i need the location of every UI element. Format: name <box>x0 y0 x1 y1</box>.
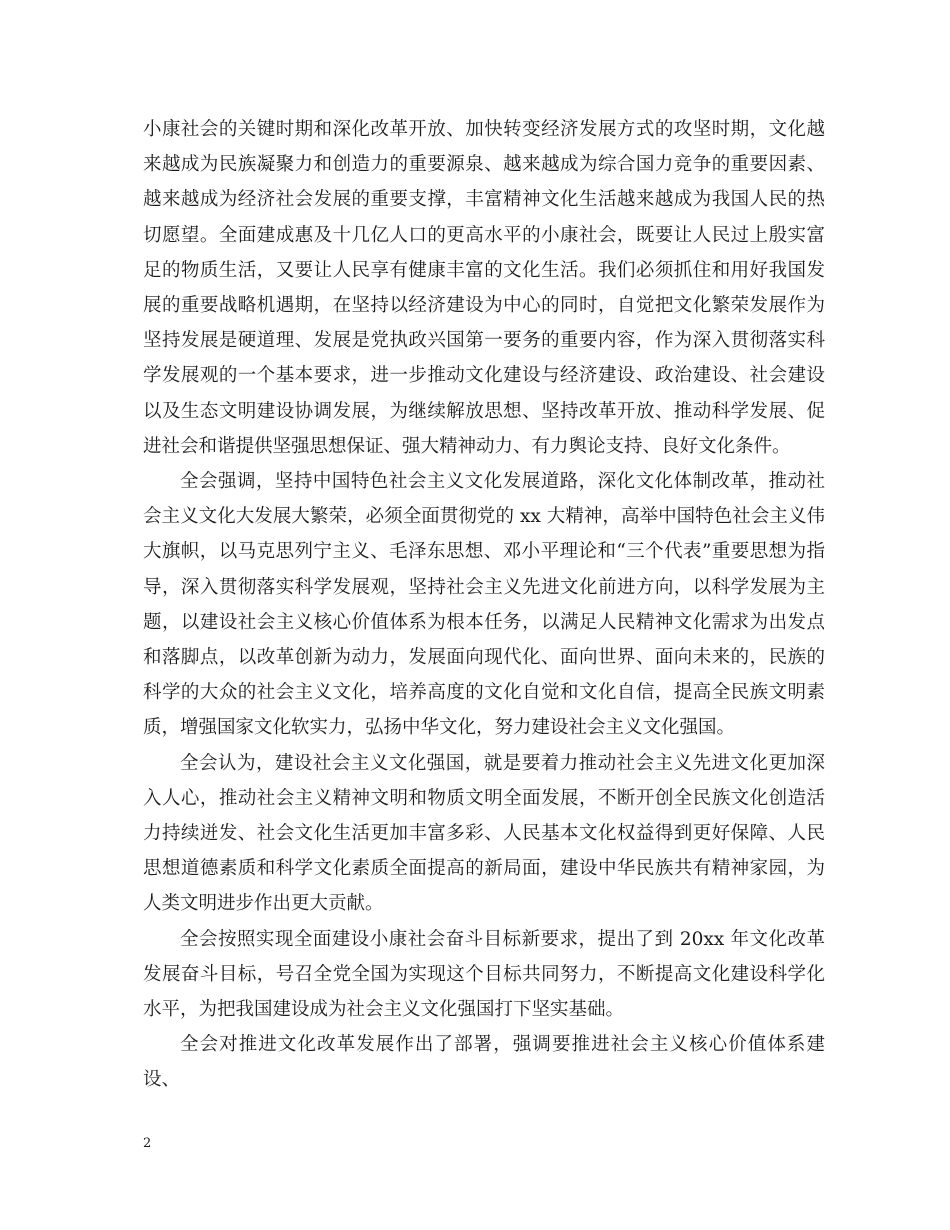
page-number: 2 <box>143 1136 152 1151</box>
paragraph-2: 全会强调，坚持中国特色社会主义文化发展道路，深化文化体制改革，推动社会主义文化大发展大繁荣，必须全面贯彻党的 xx 大精神，高举中国特色社会主义伟大旗帜，以马克思列宁主义、毛泽东思想、邓小平理论和“三个代表”重要思想为指导，深入贯彻落实科学发展观，坚持社会主义先进文化前进方向，以科学发展为主题，以建设社会主义核心价值体系为根本任务，以满足人民精神文化需求为出发点和落脚点，以改革创新为动力，发展面向现代化、面向世界、面向未来的，民族的科学的大众的社会主义文化，培养高度的文化自觉和文化自信，提高全民族文明素质，增强国家文化软实力，弘扬中华文化，努力建设社会主义文化强国。 <box>143 471 825 739</box>
paragraph-1: 小康社会的关键时期和深化改革开放、加快转变经济发展方式的攻坚时期，文化越来越成为民族凝聚力和创造力的重要源泉、越来越成为综合国力竞争的重要因素、越来越成为经济社会发展的重要支撑，丰富精神文化生活越来越成为我国人民的热切愿望。全面建成惠及十几亿人口的更高水平的小康社会，既要让人民过上殷实富足的物质生活，又要让人民享有健康丰富的文化生活。我们必须抓住和用好我国发展的重要战略机遇期，在坚持以经济建设为中心的同时，自觉把文化繁荣发展作为坚持发展是硬道理、发展是党执政兴国第一要务的重要内容，作为深入贯彻落实科学发展观的一个基本要求，进一步推动文化建设与经济建设、政治建设、社会建设以及生态文明建设协调发展，为继续解放思想、坚持改革开放、推动科学发展、促进社会和谐提供坚强思想保证、强大精神动力、有力舆论支持、良好文化条件。 <box>143 119 825 457</box>
paragraph-3: 全会认为，建设社会主义文化强国，就是要着力推动社会主义先进文化更加深入人心，推动社会主义精神文明和物质文明全面发展，不断开创全民族文化创造活力持续迸发、社会文化生活更加丰富多彩、人民基本文化权益得到更好保障、人民思想道德素质和科学文化素质全面提高的新局面，建设中华民族共有精神家园，为人类文明进步作出更大贡献。 <box>143 752 825 915</box>
paragraph-4: 全会按照实现全面建设小康社会奋斗目标新要求，提出了到 20xx 年文化改革发展奋斗目标，号召全党全国为实现这个目标共同努力，不断提高文化建设科学化水平，为把我国建设成为社会主义文化强国打下坚实基础。 <box>143 928 825 1021</box>
document-body <box>143 112 825 1098</box>
paragraph-5: 全会对推进文化改革发展作出了部署，强调要推进社会主义核心价值体系建设、 <box>143 1034 825 1091</box>
